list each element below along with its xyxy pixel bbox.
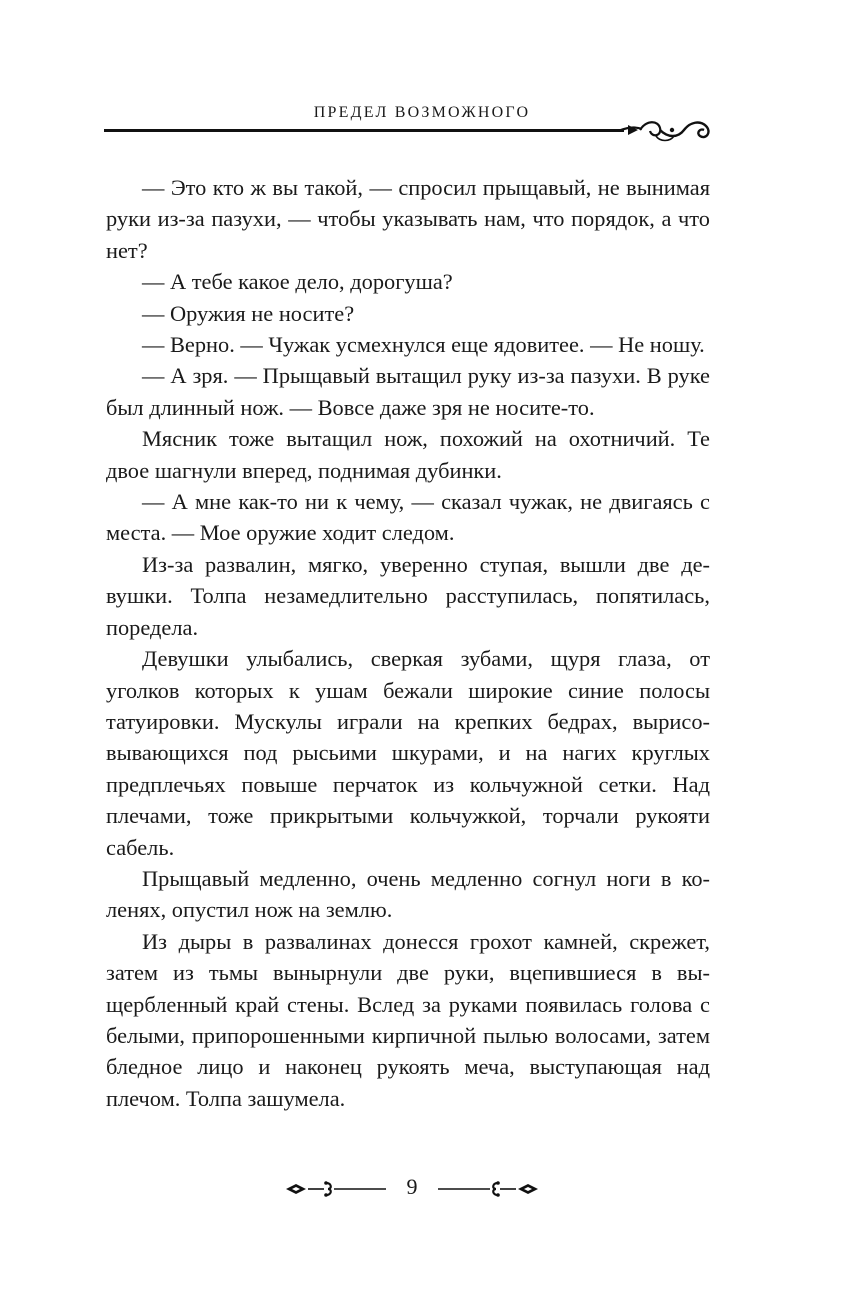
paragraph: Из дыры в развалинах донесся грохот камней, скрежет, затем из тьмы вынырнули две руки, вцепившиеся в выщербленный край стены. Вслед за руками появилась голова с белыми, припорошенными кирпичной пылью волосами, затем бледное лицо и наконец рукоять меча, выступающая над плечом. Толпа зашумела.	[106, 928, 710, 1111]
paragraph: — А мне как-то ни к чему, — сказал чужак, не двигаясь с места. — Мое оружие ходит следом.	[106, 489, 710, 546]
paragraph: — Оружия не носите?	[142, 300, 355, 326]
paragraph: — Это кто ж вы такой, — спросил прыщавый, не вынимая руки из-за пазухи, — чтобы указывать нам, что порядок, а что нет?	[106, 175, 710, 263]
header-rule	[104, 129, 624, 132]
body-text	[106, 172, 710, 1114]
paragraph: Из-за развалин, мягко, уверенно ступая, вышли две девушки. Толпа незамедлительно расступилась, попятилась, поредела.	[106, 551, 710, 640]
page-number: 9	[406, 1174, 418, 1199]
folio-ornament-right-icon	[436, 1178, 540, 1200]
flourish-ornament-icon	[616, 114, 716, 146]
page-footer	[0, 1172, 844, 1212]
paragraph: Девушки улыбались, сверкая зубами, щуря глаза, от уголков которых к ушам бежали широкие синие полосы татуировки. Мускулы играли на крепких бедрах, вырисовывающихся под рысьими шкурами, и на нагих круглых предплечьях повыше перчаток из кольчужной сетки. Над плечами, тоже прикрытыми кольчужкой, торчали рукояти сабель.	[106, 646, 710, 860]
paragraph: — А тебе какое дело, дорогуша?	[142, 269, 453, 295]
running-title: ПРЕДЕЛ ВОЗМОЖНОГО	[313, 104, 531, 121]
paragraph: — А зря. — Прыщавый вытащил руку из-за пазухи. В руке был длинный нож. — Вовсе даже зря не носите-то.	[106, 363, 710, 420]
paragraph: Прыщавый медленно, очень медленно согнул ноги в коленях, опустил нож на землю.	[106, 865, 710, 923]
paragraph: Мясник тоже вытащил нож, похожий на охотничий. Те двое шагнули вперед, поднимая дубинки.	[106, 426, 710, 483]
folio-ornament-left-icon	[284, 1178, 388, 1200]
paragraph: — Верно. — Чужак усмехнулся еще ядовитее. — Не ношу.	[142, 332, 705, 358]
running-head	[0, 96, 844, 156]
